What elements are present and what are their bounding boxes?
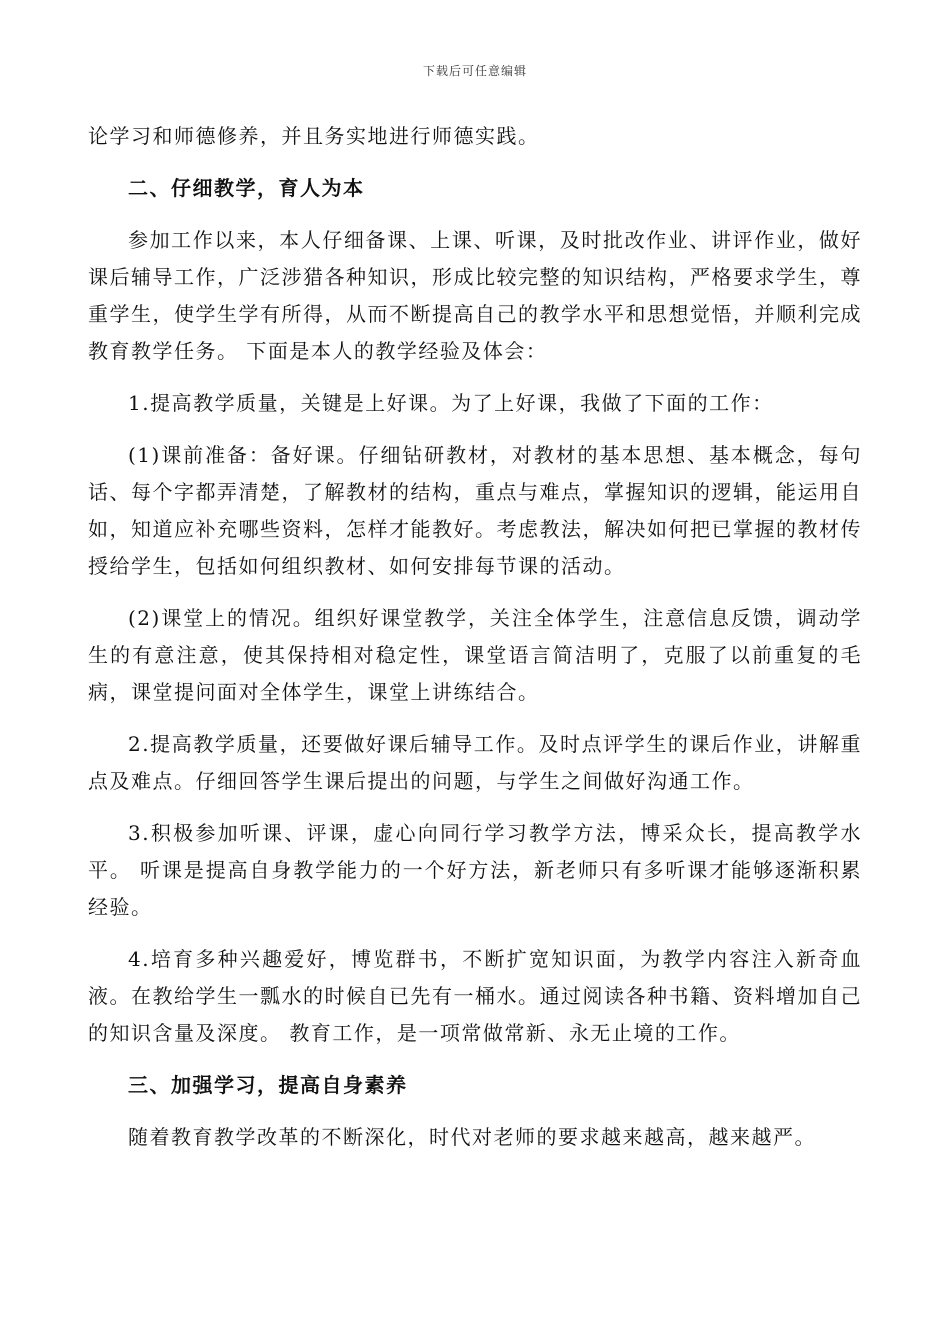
paragraph-item-4: 4.培育多种兴趣爱好，博览群书，不断扩宽知识面，为教学内容注入新奇血液。在教给学生一瓢水的时候自已先有一桶水。通过阅读各种书籍、资料增加自己的知识含量及深度。 教育工作，是一项常做常新、永无止境的工作。 (88, 947, 862, 1045)
paragraph-intro: 参加工作以来，本人仔细备课、上课、听课，及时批改作业、讲评作业，做好课后辅导工作，广泛涉猎各种知识，形成比较完整的知识结构，严格要求学生，尊重学生，使学生学有所得，从而不断提高自己的教学水平和思想觉悟，并顺利完成教育教学任务。 下面是本人的教学经验及体会： (88, 228, 862, 363)
page-header: 下载后可任意编辑 (422, 64, 527, 78)
section-heading-2: 二、仔细教学，育人为本 (128, 176, 365, 200)
paragraph-item-2: 2.提高教学质量，还要做好课后辅导工作。及时点评学生的课后作业，讲解重点及难点。仔细回答学生课后提出的问题，与学生之间做好沟通工作。 (88, 732, 862, 793)
paragraph-item-1-sub-2: (2)课堂上的情况。组织好课堂教学，关注全体学生，注意信息反馈，调动学生的有意注意，使其保持相对稳定性，课堂语言简洁明了，克服了以前重复的毛病，课堂提问面对全体学生，课堂上讲练结合。 (88, 606, 862, 704)
paragraph-item-1: 1.提高教学质量，关键是上好课。为了上好课，我做了下面的工作： (128, 391, 774, 415)
paragraph-item-1-sub-1: (1)课前准备：备好课。仔细钻研教材，对教材的基本思想、基本概念，每句话、每个字都弄清楚，了解教材的结构，重点与难点，掌握知识的逻辑，能运用自如，知道应补充哪些资料，怎样才能教好。考虑教法，解决如何把已掌握的教材传授给学生，包括如何组织教材、如何安排每节课的活动。 (88, 443, 862, 578)
section-heading-3: 三、加强学习，提高自身素养 (128, 1073, 408, 1097)
paragraph-continuation: 论学习和师德修养，并且务实地进行师德实践。 (88, 124, 540, 148)
paragraph-item-3: 3.积极参加听课、评课，虚心向同行学习教学方法，博采众长，提高教学水平。 听课是提高自身教学能力的一个好方法，新老师只有多听课才能够逐渐积累经验。 (88, 821, 862, 919)
document-body (88, 118, 862, 1171)
paragraph-section-3: 随着教育教学改革的不断深化，时代对老师的要求越来越高，越来越严。 (128, 1125, 816, 1149)
